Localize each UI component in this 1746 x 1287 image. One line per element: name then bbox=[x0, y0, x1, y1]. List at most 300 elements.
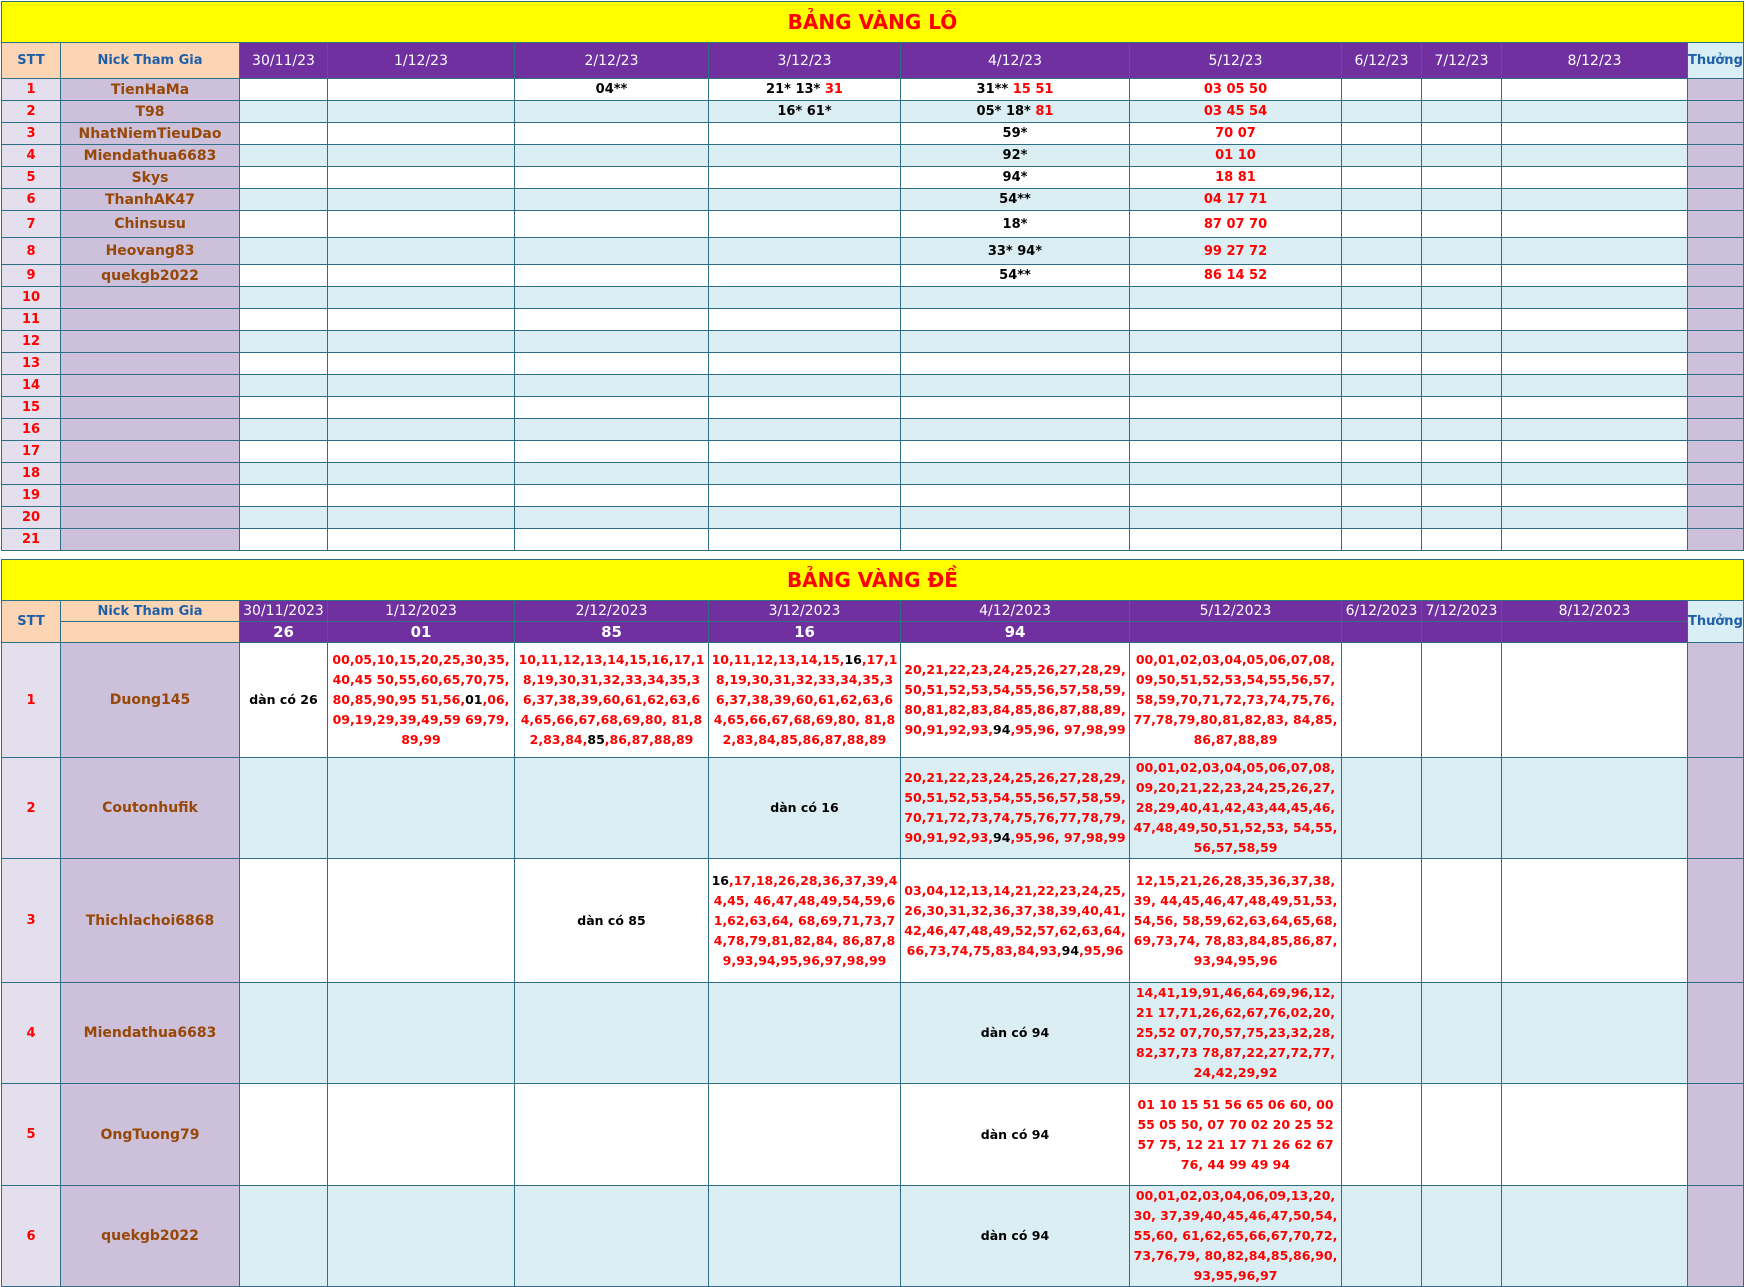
de-result-number: 94 bbox=[901, 622, 1130, 643]
de-header-date: 30/11/2023 bbox=[240, 601, 328, 622]
de-header-stt: STT bbox=[2, 601, 61, 643]
lo-row-cell bbox=[1422, 123, 1502, 145]
lo-row-nick bbox=[61, 485, 240, 507]
lo-row-cell bbox=[1502, 419, 1688, 441]
lo-row-cell bbox=[328, 123, 515, 145]
de-row-prize bbox=[1688, 758, 1744, 859]
de-header-date: 7/12/2023 bbox=[1422, 601, 1502, 622]
lo-table-row bbox=[2, 375, 1744, 397]
de-row-cell bbox=[328, 758, 515, 859]
lo-row-cell bbox=[328, 238, 515, 265]
lo-row-prize bbox=[1688, 507, 1744, 529]
de-row-cell bbox=[709, 983, 901, 1084]
lo-row-cell bbox=[1342, 353, 1422, 375]
de-row-cell: 14,41,19,91,46,64,69,96,12,21 17,71,26,62,67,76,02,20,25,52 07,70,57,75,23,32,28,82,37,73 78,87,22,27,72,77,24,42,29,92 bbox=[1130, 983, 1342, 1084]
lo-table-row bbox=[2, 238, 1744, 265]
lo-header-prize: Thưởng bbox=[1688, 43, 1744, 79]
lo-row-cell bbox=[515, 441, 709, 463]
de-header-date: 2/12/2023 bbox=[515, 601, 709, 622]
lo-row-cell bbox=[709, 441, 901, 463]
de-row-cell bbox=[1422, 758, 1502, 859]
de-table-row bbox=[2, 983, 1744, 1084]
lo-header-date: 30/11/23 bbox=[240, 43, 328, 79]
lo-row-cell bbox=[901, 485, 1130, 507]
de-row-cell: 00,01,02,03,04,05,06,07,08,09,20,21,22,23,24,25,26,27,28,29,40,41,42,43,44,45,46,47,48,49,50,51,52,53, 54,55,56,57,58,59 bbox=[1130, 758, 1342, 859]
lo-row-cell: 87 07 70 bbox=[1130, 211, 1342, 238]
lo-row-cell bbox=[240, 265, 328, 287]
lo-row-cell bbox=[901, 287, 1130, 309]
de-row-cell: dàn có 16 bbox=[709, 758, 901, 859]
lo-row-cell bbox=[901, 441, 1130, 463]
lo-row-prize bbox=[1688, 485, 1744, 507]
lo-row-cell bbox=[1502, 101, 1688, 123]
lo-row-cell bbox=[328, 353, 515, 375]
lo-row-cell bbox=[515, 485, 709, 507]
lo-row-cell bbox=[1422, 441, 1502, 463]
lo-row-cell bbox=[1130, 441, 1342, 463]
lo-row-cell bbox=[709, 463, 901, 485]
de-row-cell bbox=[240, 758, 328, 859]
de-row-cell bbox=[1502, 983, 1688, 1084]
lo-row-nick bbox=[61, 419, 240, 441]
de-header-nick-blank bbox=[61, 622, 240, 643]
lo-header-date: 8/12/23 bbox=[1502, 43, 1688, 79]
lo-row-stt: 19 bbox=[2, 485, 61, 507]
lo-row-cell bbox=[240, 145, 328, 167]
lo-row-nick: Skys bbox=[61, 167, 240, 189]
lo-row-prize bbox=[1688, 167, 1744, 189]
lo-row-cell bbox=[328, 397, 515, 419]
de-row-cell: dàn có 26 bbox=[240, 643, 328, 758]
de-result-number bbox=[1502, 622, 1688, 643]
de-title: BẢNG VÀNG ĐỀ bbox=[2, 560, 1744, 601]
de-row-cell bbox=[709, 1084, 901, 1186]
de-header-date: 3/12/2023 bbox=[709, 601, 901, 622]
de-row-cell bbox=[1342, 758, 1422, 859]
lo-table-row bbox=[2, 485, 1744, 507]
de-result-number: 85 bbox=[515, 622, 709, 643]
lo-row-prize bbox=[1688, 145, 1744, 167]
lo-table-row bbox=[2, 529, 1744, 551]
lo-row-cell bbox=[1130, 353, 1342, 375]
lo-table-row bbox=[2, 419, 1744, 441]
de-row-cell bbox=[328, 1084, 515, 1186]
lo-header-date: 5/12/23 bbox=[1130, 43, 1342, 79]
lo-row-cell: 92* bbox=[901, 145, 1130, 167]
lo-row-cell bbox=[328, 211, 515, 238]
lo-row-cell bbox=[1502, 441, 1688, 463]
lo-row-cell bbox=[1342, 123, 1422, 145]
de-row-cell bbox=[240, 1084, 328, 1186]
de-row-cell bbox=[1502, 1186, 1688, 1287]
lo-header-date: 2/12/23 bbox=[515, 43, 709, 79]
lo-row-cell bbox=[515, 309, 709, 331]
lo-row-cell bbox=[1342, 101, 1422, 123]
lo-row-cell bbox=[1502, 265, 1688, 287]
lo-row-cell bbox=[1422, 167, 1502, 189]
lo-row-cell bbox=[1130, 419, 1342, 441]
de-row-cell bbox=[1342, 1186, 1422, 1287]
lo-row-cell: 99 27 72 bbox=[1130, 238, 1342, 265]
de-header-date: 5/12/2023 bbox=[1130, 601, 1342, 622]
de-row-cell bbox=[515, 1186, 709, 1287]
de-row-stt: 6 bbox=[2, 1186, 61, 1287]
lo-row-cell bbox=[709, 211, 901, 238]
lo-title: BẢNG VÀNG LÔ bbox=[2, 2, 1744, 43]
lo-row-cell bbox=[1502, 167, 1688, 189]
de-row-cell bbox=[1422, 859, 1502, 983]
lo-row-cell: 16* 61* bbox=[709, 101, 901, 123]
de-row-cell bbox=[328, 859, 515, 983]
de-row-cell bbox=[240, 983, 328, 1084]
lo-row-cell bbox=[1342, 211, 1422, 238]
lo-row-prize bbox=[1688, 529, 1744, 551]
lo-row-cell bbox=[1502, 287, 1688, 309]
de-row-prize bbox=[1688, 983, 1744, 1084]
de-row-nick: OngTuong79 bbox=[61, 1084, 240, 1186]
de-row-cell: 10,11,12,13,14,15,16,17,18,19,30,31,32,33,34,35,36,37,38,39,60,61,62,63,64,65,66,67,68,69,80, 81,82,83,84,85,86,87,88,89 bbox=[709, 643, 901, 758]
lo-row-cell bbox=[515, 353, 709, 375]
de-row-cell bbox=[1342, 1084, 1422, 1186]
lo-row-cell bbox=[240, 79, 328, 101]
lo-row-cell bbox=[240, 238, 328, 265]
lo-row-nick bbox=[61, 375, 240, 397]
lo-row-nick bbox=[61, 397, 240, 419]
lo-header-stt: STT bbox=[2, 43, 61, 79]
lo-row-stt: 17 bbox=[2, 441, 61, 463]
lo-row-cell bbox=[240, 485, 328, 507]
de-result-number: 16 bbox=[709, 622, 901, 643]
lo-row-cell bbox=[328, 463, 515, 485]
lo-row-cell bbox=[1342, 167, 1422, 189]
lo-row-cell bbox=[515, 507, 709, 529]
de-row-cell: 16,17,18,26,28,36,37,39,44,45, 46,47,48,49,54,59,61,62,63,64, 68,69,71,73,74,78,79,81,82,84, 86,87,89,93,94,95,96,97,98,99 bbox=[709, 859, 901, 983]
lo-row-cell: 01 10 bbox=[1130, 145, 1342, 167]
lo-row-cell bbox=[515, 463, 709, 485]
lo-row-nick: Chinsusu bbox=[61, 211, 240, 238]
lo-row-cell: 59* bbox=[901, 123, 1130, 145]
lo-row-cell bbox=[1342, 145, 1422, 167]
lo-row-prize bbox=[1688, 353, 1744, 375]
de-row-cell: dàn có 94 bbox=[901, 983, 1130, 1084]
lo-row-cell bbox=[1502, 189, 1688, 211]
lo-row-stt: 20 bbox=[2, 507, 61, 529]
lo-row-prize bbox=[1688, 331, 1744, 353]
de-header-date: 6/12/2023 bbox=[1342, 601, 1422, 622]
lo-row-cell bbox=[1422, 79, 1502, 101]
lo-row-cell bbox=[901, 309, 1130, 331]
lo-row-nick bbox=[61, 507, 240, 529]
lo-row-nick bbox=[61, 529, 240, 551]
lo-row-cell: 33* 94* bbox=[901, 238, 1130, 265]
lo-row-cell bbox=[709, 397, 901, 419]
lo-row-cell bbox=[240, 397, 328, 419]
lo-row-cell: 05* 18* 81 bbox=[901, 101, 1130, 123]
lo-row-cell bbox=[709, 529, 901, 551]
lo-table bbox=[1, 1, 1744, 551]
de-row-cell bbox=[1502, 859, 1688, 983]
lo-row-cell bbox=[1130, 397, 1342, 419]
de-row-cell: 00,01,02,03,04,05,06,07,08,09,50,51,52,53,54,55,56,57,58,59,70,71,72,73,74,75,76,77,78,79,80,81,82,83, 84,85,86,87,88,89 bbox=[1130, 643, 1342, 758]
lo-row-cell bbox=[901, 331, 1130, 353]
lo-row-cell bbox=[709, 189, 901, 211]
lo-row-cell bbox=[709, 331, 901, 353]
lo-row-nick: ThanhAK47 bbox=[61, 189, 240, 211]
de-header-date: 4/12/2023 bbox=[901, 601, 1130, 622]
lo-row-cell bbox=[1342, 189, 1422, 211]
lo-row-cell bbox=[1502, 238, 1688, 265]
lo-header-date: 7/12/23 bbox=[1422, 43, 1502, 79]
lo-row-cell bbox=[1342, 463, 1422, 485]
lo-row-cell bbox=[1342, 419, 1422, 441]
de-row-cell bbox=[328, 983, 515, 1084]
lo-row-cell: 86 14 52 bbox=[1130, 265, 1342, 287]
lo-row-cell bbox=[901, 507, 1130, 529]
lo-row-cell bbox=[1130, 485, 1342, 507]
de-row-cell bbox=[709, 1186, 901, 1287]
lo-row-stt: 21 bbox=[2, 529, 61, 551]
de-row-cell bbox=[1342, 859, 1422, 983]
lo-row-cell bbox=[328, 309, 515, 331]
lo-row-cell: 04 17 71 bbox=[1130, 189, 1342, 211]
lo-row-cell bbox=[515, 375, 709, 397]
lo-row-cell bbox=[1502, 375, 1688, 397]
de-row-cell bbox=[240, 1186, 328, 1287]
lo-row-cell bbox=[709, 419, 901, 441]
lo-row-stt: 9 bbox=[2, 265, 61, 287]
lo-row-cell bbox=[1342, 507, 1422, 529]
lo-row-cell bbox=[1342, 375, 1422, 397]
de-row-stt: 4 bbox=[2, 983, 61, 1084]
de-row-nick: Miendathua6683 bbox=[61, 983, 240, 1084]
lo-row-stt: 13 bbox=[2, 353, 61, 375]
lo-row-cell bbox=[328, 331, 515, 353]
de-table-row bbox=[2, 758, 1744, 859]
lo-row-cell bbox=[1502, 353, 1688, 375]
lo-row-prize bbox=[1688, 238, 1744, 265]
lo-row-cell bbox=[1422, 101, 1502, 123]
de-row-cell bbox=[328, 1186, 515, 1287]
lo-row-cell: 03 45 54 bbox=[1130, 101, 1342, 123]
lo-row-prize bbox=[1688, 211, 1744, 238]
de-row-prize bbox=[1688, 1186, 1744, 1287]
lo-row-cell: 21* 13* 31 bbox=[709, 79, 901, 101]
lo-row-cell: 18 81 bbox=[1130, 167, 1342, 189]
de-header-nick: Nick Tham Gia bbox=[61, 601, 240, 622]
lo-row-cell bbox=[328, 441, 515, 463]
de-result-number bbox=[1422, 622, 1502, 643]
lo-row-cell bbox=[1342, 331, 1422, 353]
lo-row-prize bbox=[1688, 123, 1744, 145]
lo-table-row bbox=[2, 397, 1744, 419]
lo-row-cell bbox=[1422, 331, 1502, 353]
lo-row-cell bbox=[515, 265, 709, 287]
de-row-cell bbox=[515, 1084, 709, 1186]
lo-row-cell bbox=[1130, 529, 1342, 551]
lo-table-row bbox=[2, 123, 1744, 145]
de-row-cell bbox=[1342, 643, 1422, 758]
lo-row-cell bbox=[328, 287, 515, 309]
lo-row-stt: 4 bbox=[2, 145, 61, 167]
lo-row-cell bbox=[240, 123, 328, 145]
lo-row-stt: 18 bbox=[2, 463, 61, 485]
lo-row-prize bbox=[1688, 265, 1744, 287]
lo-row-cell bbox=[1502, 309, 1688, 331]
lo-row-cell bbox=[240, 375, 328, 397]
lo-row-cell bbox=[709, 265, 901, 287]
lo-row-cell bbox=[1422, 485, 1502, 507]
lo-row-cell bbox=[515, 419, 709, 441]
lo-row-cell bbox=[1502, 485, 1688, 507]
de-table-row bbox=[2, 859, 1744, 983]
lo-row-cell bbox=[240, 189, 328, 211]
lo-row-cell bbox=[709, 309, 901, 331]
lo-table-row bbox=[2, 331, 1744, 353]
lo-row-cell: 31** 15 51 bbox=[901, 79, 1130, 101]
lo-row-prize bbox=[1688, 309, 1744, 331]
lo-row-cell bbox=[1502, 145, 1688, 167]
lo-table-row bbox=[2, 309, 1744, 331]
de-row-nick: Thichlachoi6868 bbox=[61, 859, 240, 983]
lo-row-cell bbox=[709, 123, 901, 145]
lo-row-nick: quekgb2022 bbox=[61, 265, 240, 287]
lo-row-cell bbox=[1130, 463, 1342, 485]
lo-row-cell bbox=[1502, 123, 1688, 145]
de-row-cell bbox=[1502, 643, 1688, 758]
lo-row-cell bbox=[240, 331, 328, 353]
lo-row-cell bbox=[328, 167, 515, 189]
lo-row-cell bbox=[328, 419, 515, 441]
lo-row-cell bbox=[1342, 287, 1422, 309]
lo-row-cell bbox=[1130, 287, 1342, 309]
lo-row-prize bbox=[1688, 287, 1744, 309]
de-row-prize bbox=[1688, 643, 1744, 758]
lo-row-cell bbox=[1422, 529, 1502, 551]
lo-row-prize bbox=[1688, 441, 1744, 463]
lo-row-cell bbox=[1130, 507, 1342, 529]
de-row-cell: 03,04,12,13,14,21,22,23,24,25, 26,30,31,32,36,37,38,39,40,41, 42,46,47,48,49,52,57,62,63,64, 66,73,74,75,83,84,93,94,95,96 bbox=[901, 859, 1130, 983]
de-row-nick: Coutonhufik bbox=[61, 758, 240, 859]
lo-row-cell: 54** bbox=[901, 189, 1130, 211]
de-row-cell bbox=[1422, 643, 1502, 758]
de-row-cell: 00,05,10,15,20,25,30,35,40,45 50,55,60,65,70,75,80,85,90,95 51,56,01,06,09,19,29,39,49,59 69,79,89,99 bbox=[328, 643, 515, 758]
lo-row-cell bbox=[1502, 529, 1688, 551]
lo-row-nick bbox=[61, 353, 240, 375]
lo-row-cell bbox=[515, 287, 709, 309]
lo-row-stt: 2 bbox=[2, 101, 61, 123]
de-row-cell: 20,21,22,23,24,25,26,27,28,29,50,51,52,53,54,55,56,57,58,59,80,81,82,83,84,85,86,87,88,89,90,91,92,93,94,95,96, 97,98,99 bbox=[901, 643, 1130, 758]
de-row-cell: dàn có 85 bbox=[515, 859, 709, 983]
de-row-cell: 10,11,12,13,14,15,16,17,18,19,30,31,32,33,34,35,36,37,38,39,60,61,62,63,64,65,66,67,68,69,80, 81,82,83,84,85,86,87,88,89 bbox=[515, 643, 709, 758]
de-row-cell bbox=[1502, 758, 1688, 859]
de-result-number: 26 bbox=[240, 622, 328, 643]
lo-row-cell bbox=[240, 419, 328, 441]
de-result-number: 01 bbox=[328, 622, 515, 643]
lo-row-nick bbox=[61, 309, 240, 331]
de-header-date: 8/12/2023 bbox=[1502, 601, 1688, 622]
de-table-row bbox=[2, 1186, 1744, 1287]
lo-row-cell bbox=[240, 441, 328, 463]
lo-table-row bbox=[2, 79, 1744, 101]
lo-row-cell bbox=[1130, 331, 1342, 353]
lo-row-cell bbox=[1422, 287, 1502, 309]
lo-row-cell bbox=[1502, 211, 1688, 238]
lo-header-nick: Nick Tham Gia bbox=[61, 43, 240, 79]
lo-row-cell bbox=[240, 507, 328, 529]
lo-table-row bbox=[2, 265, 1744, 287]
lo-row-stt: 14 bbox=[2, 375, 61, 397]
de-row-prize bbox=[1688, 1084, 1744, 1186]
lo-row-nick: Heovang83 bbox=[61, 238, 240, 265]
de-row-cell bbox=[1342, 983, 1422, 1084]
lo-row-stt: 3 bbox=[2, 123, 61, 145]
de-table-row bbox=[2, 1084, 1744, 1186]
lo-header-date: 6/12/23 bbox=[1342, 43, 1422, 79]
lo-row-cell bbox=[1422, 507, 1502, 529]
lo-row-cell bbox=[901, 353, 1130, 375]
lo-row-cell bbox=[1502, 507, 1688, 529]
lo-row-cell bbox=[1422, 419, 1502, 441]
de-row-cell: 20,21,22,23,24,25,26,27,28,29,50,51,52,53,54,55,56,57,58,59,70,71,72,73,74,75,76,77,78,79,90,91,92,93,94,95,96, 97,98,99 bbox=[901, 758, 1130, 859]
lo-row-prize bbox=[1688, 397, 1744, 419]
lo-row-cell bbox=[1342, 309, 1422, 331]
lo-row-cell bbox=[1422, 375, 1502, 397]
lo-row-stt: 11 bbox=[2, 309, 61, 331]
lo-row-cell bbox=[328, 375, 515, 397]
lo-table-row bbox=[2, 507, 1744, 529]
lo-header-date: 4/12/23 bbox=[901, 43, 1130, 79]
lo-row-cell bbox=[240, 101, 328, 123]
lo-row-cell bbox=[1422, 353, 1502, 375]
lo-row-stt: 6 bbox=[2, 189, 61, 211]
lo-header-date: 1/12/23 bbox=[328, 43, 515, 79]
lo-row-stt: 16 bbox=[2, 419, 61, 441]
de-row-stt: 1 bbox=[2, 643, 61, 758]
lo-table-row bbox=[2, 189, 1744, 211]
lo-row-stt: 1 bbox=[2, 79, 61, 101]
de-row-cell bbox=[515, 758, 709, 859]
lo-row-cell bbox=[240, 309, 328, 331]
lo-row-cell bbox=[1130, 309, 1342, 331]
lo-row-cell bbox=[515, 145, 709, 167]
lo-row-cell bbox=[515, 189, 709, 211]
lo-row-nick: NhatNiemTieuDao bbox=[61, 123, 240, 145]
lo-row-cell bbox=[1130, 375, 1342, 397]
lo-row-cell bbox=[901, 463, 1130, 485]
lo-row-prize bbox=[1688, 189, 1744, 211]
lo-row-cell bbox=[328, 79, 515, 101]
lo-row-cell bbox=[1422, 397, 1502, 419]
de-row-cell bbox=[1422, 1084, 1502, 1186]
lo-row-cell bbox=[328, 101, 515, 123]
de-row-cell: 00,01,02,03,04,06,09,13,20,30, 37,39,40,45,46,47,50,54,55,60, 61,62,65,66,67,70,72,73,76,79, 80,82,84,85,86,90,93,95,96,97 bbox=[1130, 1186, 1342, 1287]
de-header-date: 1/12/2023 bbox=[328, 601, 515, 622]
lo-row-cell bbox=[709, 375, 901, 397]
lo-row-cell: 18* bbox=[901, 211, 1130, 238]
lo-table-row bbox=[2, 211, 1744, 238]
lo-row-cell: 54** bbox=[901, 265, 1130, 287]
lo-row-prize bbox=[1688, 375, 1744, 397]
lo-row-cell bbox=[709, 353, 901, 375]
lo-row-cell bbox=[240, 353, 328, 375]
lo-row-cell bbox=[328, 529, 515, 551]
de-row-nick: Duong145 bbox=[61, 643, 240, 758]
lo-row-cell bbox=[515, 397, 709, 419]
lo-table-row bbox=[2, 353, 1744, 375]
lo-table-row bbox=[2, 145, 1744, 167]
lo-row-nick bbox=[61, 331, 240, 353]
lo-row-cell bbox=[1342, 529, 1422, 551]
